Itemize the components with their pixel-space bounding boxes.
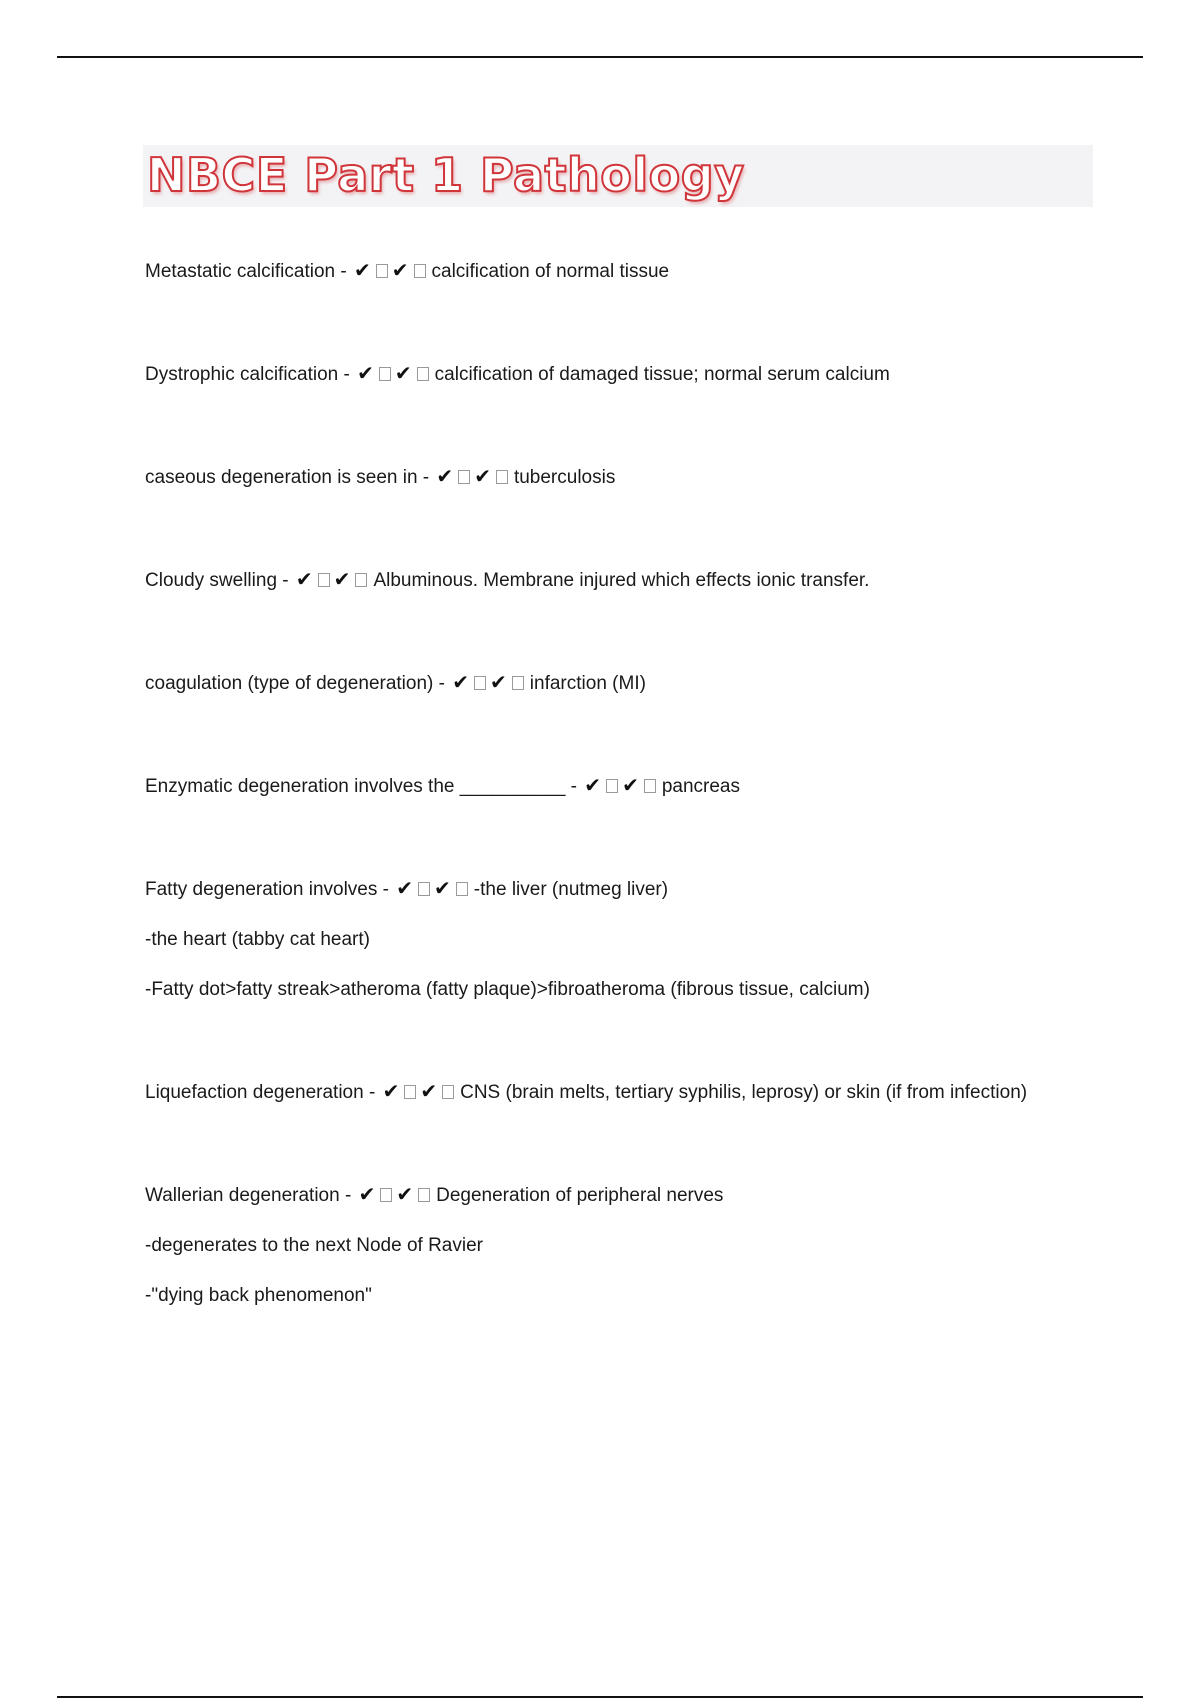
entry-term: Dystrophic calcification: [145, 364, 339, 385]
flashcard-entry: [145, 770, 1045, 803]
check-mark-icon: ✔: [436, 466, 455, 488]
entry-line: [145, 873, 1045, 906]
entry-separator: -: [363, 1082, 381, 1103]
flashcard-entry: [145, 667, 1045, 700]
entry-answer: Degeneration of peripheral nerves: [436, 1185, 724, 1206]
empty-box-icon: [496, 470, 508, 484]
entry-separator: -: [339, 1185, 357, 1206]
empty-box-icon: [355, 573, 367, 587]
entry-term: Enzymatic degeneration involves the __________: [145, 776, 566, 797]
check-mark-icon: ✔: [490, 672, 508, 694]
entry-detail-line: -the heart (tabby cat heart): [145, 929, 370, 950]
entry-answer: tuberculosis: [513, 467, 616, 488]
check-mark-icon: ✔: [452, 672, 471, 694]
answer-marker-icon: [357, 358, 433, 391]
entry-line: [145, 1179, 1045, 1212]
entry-detail-line: -"dying back phenomenon": [145, 1285, 372, 1306]
entry-detail-line: -degenerates to the next Node of Ravier: [145, 1235, 483, 1256]
entry-term: coagulation (type of degeneration): [145, 673, 434, 694]
check-mark-icon: ✔: [396, 878, 415, 900]
check-mark-icon: ✔: [295, 569, 314, 591]
check-mark-icon: ✔: [434, 878, 452, 900]
page-title: NBCE Part 1 Pathology: [147, 148, 745, 202]
answer-marker-icon: [296, 564, 372, 597]
entry-line: [145, 667, 1045, 700]
flashcard-entry: [145, 873, 1045, 1006]
empty-box-icon: [418, 1188, 430, 1202]
entry-separator: -: [565, 776, 583, 797]
check-mark-icon: ✔: [420, 1081, 439, 1103]
check-mark-icon: ✔: [357, 363, 375, 385]
entry-separator: -: [377, 879, 395, 900]
answer-marker-icon: [359, 1179, 435, 1212]
empty-box-icon: [606, 779, 618, 793]
entry-separator: -: [335, 261, 352, 282]
entry-line: [145, 358, 1045, 391]
flashcard-entry: [145, 564, 1045, 597]
empty-box-icon: [376, 264, 388, 278]
check-mark-icon: ✔: [622, 775, 640, 797]
empty-box-icon: [318, 573, 330, 587]
check-mark-icon: ✔: [353, 260, 372, 282]
entry-answer: -the liver (nutmeg liver): [473, 879, 669, 900]
check-mark-icon: ✔: [358, 1184, 377, 1206]
check-mark-icon: ✔: [584, 775, 603, 797]
flashcard-entry: [145, 1179, 1045, 1312]
empty-box-icon: [644, 779, 656, 793]
answer-marker-icon: [452, 667, 528, 700]
header-rule: [57, 56, 1143, 58]
entry-term: Metastatic calcification: [145, 261, 336, 282]
check-mark-icon: ✔: [391, 260, 410, 282]
flashcard-list: [145, 255, 1045, 1382]
check-mark-icon: ✔: [394, 363, 413, 385]
footer-rule: [57, 1696, 1143, 1698]
empty-box-icon: [456, 882, 468, 896]
empty-box-icon: [417, 367, 429, 381]
check-mark-icon: ✔: [333, 569, 352, 591]
entry-separator: -: [433, 673, 451, 694]
title-banner: [143, 145, 1093, 207]
answer-marker-icon: [396, 873, 472, 906]
entry-answer: pancreas: [661, 776, 740, 797]
empty-box-icon: [414, 264, 426, 278]
flashcard-entry: [145, 255, 1045, 288]
entry-term: Fatty degeneration involves: [145, 879, 378, 900]
check-mark-icon: ✔: [396, 1184, 415, 1206]
empty-box-icon: [404, 1085, 416, 1099]
flashcard-entry: [145, 358, 1045, 391]
answer-marker-icon: [354, 255, 430, 288]
entry-answer: calcification of normal tissue: [431, 261, 670, 282]
empty-box-icon: [512, 676, 524, 690]
entry-line: [145, 461, 1045, 494]
empty-box-icon: [380, 1188, 392, 1202]
answer-marker-icon: [584, 770, 660, 803]
answer-marker-icon: [436, 461, 512, 494]
entry-answer: infarction (MI): [529, 673, 646, 694]
check-mark-icon: ✔: [382, 1081, 401, 1103]
empty-box-icon: [379, 367, 391, 381]
empty-box-icon: [458, 470, 470, 484]
entry-term: Wallerian degeneration: [145, 1185, 340, 1206]
entry-answer: Albuminous. Membrane injured which effects ionic transfer.: [373, 570, 870, 591]
entry-term: Cloudy swelling: [145, 570, 278, 591]
entry-line: [145, 255, 1045, 288]
empty-box-icon: [418, 882, 430, 896]
entry-detail-line: -Fatty dot>fatty streak>atheroma (fatty plaque)>fibroatheroma (fibrous tissue, calcium): [145, 979, 870, 1000]
entry-separator: -: [277, 570, 294, 591]
check-mark-icon: ✔: [474, 466, 492, 488]
entry-line: [145, 770, 1045, 803]
entry-line: [145, 1076, 1045, 1109]
entry-separator: -: [417, 467, 435, 488]
flashcard-entry: [145, 1076, 1045, 1109]
entry-answer: CNS (brain melts, tertiary syphilis, leprosy) or skin (if from infection): [460, 1082, 1028, 1103]
entry-line: [145, 564, 1045, 597]
answer-marker-icon: [383, 1076, 459, 1109]
entry-answer: calcification of damaged tissue; normal serum calcium: [434, 364, 890, 385]
flashcard-entry: [145, 461, 1045, 494]
entry-separator: -: [338, 364, 356, 385]
empty-box-icon: [474, 676, 486, 690]
entry-term: Liquefaction degeneration: [145, 1082, 364, 1103]
entry-term: caseous degeneration is seen in: [145, 467, 418, 488]
empty-box-icon: [442, 1085, 454, 1099]
